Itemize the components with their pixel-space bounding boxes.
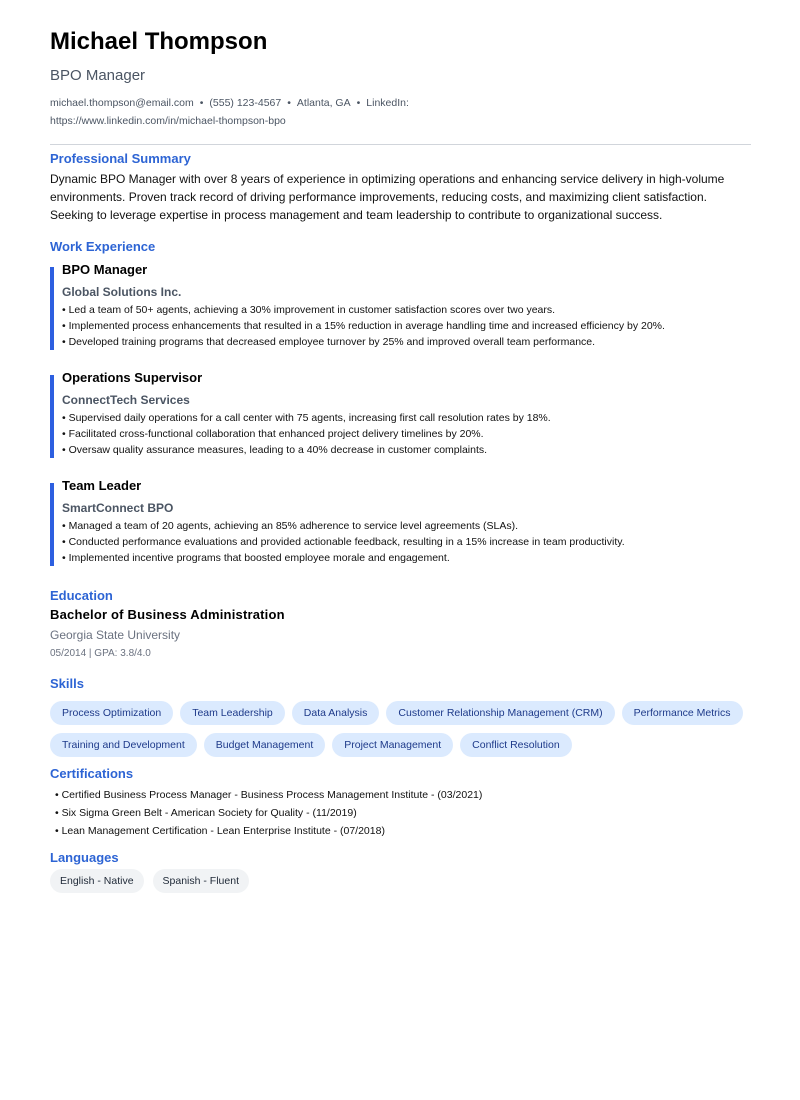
summary-section xyxy=(50,150,750,224)
job-title: BPO Manager xyxy=(62,262,148,277)
header-divider xyxy=(50,144,751,145)
skill-chip: Project Management xyxy=(332,733,453,757)
job-company: SmartConnect BPO xyxy=(62,501,174,515)
job-bullet: • Oversaw quality assurance measures, leading to a 40% decrease in customer complaints. xyxy=(62,444,488,456)
certification-item: • Certified Business Process Manager - Business Process Management Institute - (03/2021) xyxy=(55,789,483,801)
skill-chip: Training and Development xyxy=(50,733,197,757)
skill-chip: Team Leadership xyxy=(180,701,285,725)
job-title: Operations Supervisor xyxy=(62,370,203,385)
skill-chip: Budget Management xyxy=(204,733,325,757)
section-heading-summary: Professional Summary xyxy=(50,151,191,166)
job-bullet: • Developed training programs that decreased employee turnover by 25% and improved overall team performance. xyxy=(62,336,596,348)
contact-separator: • xyxy=(356,97,361,109)
contact-separator: • xyxy=(199,97,204,109)
job-bullet: • Conducted performance evaluations and provided actionable feedback, resulting in a 15% increase in team productivity. xyxy=(62,536,625,548)
job-entry xyxy=(50,262,750,350)
skill-chip: Conflict Resolution xyxy=(460,733,572,757)
job-bullets xyxy=(62,518,750,566)
certification-item: • Six Sigma Green Belt - American Society for Quality - (11/2019) xyxy=(55,807,357,819)
phone-text: (555) 123-4567 xyxy=(209,97,282,109)
language-chip: Spanish - Fluent xyxy=(153,869,249,893)
job-bullet: • Implemented process enhancements that resulted in a 15% reduction in average handling time and increased efficiency by 20%. xyxy=(62,320,665,332)
skills-section xyxy=(50,675,750,757)
certification-item: • Lean Management Certification - Lean Enterprise Institute - (07/2018) xyxy=(55,825,385,837)
job-accent-bar xyxy=(50,375,54,458)
languages-section xyxy=(50,849,750,893)
job-entry xyxy=(50,478,750,566)
job-bullets xyxy=(62,302,750,350)
job-bullets xyxy=(62,410,750,458)
skill-chip: Process Optimization xyxy=(50,701,173,725)
job-accent-bar xyxy=(50,267,54,350)
job-bullet: • Facilitated cross-functional collaboration that enhanced project delivery timelines by 20%. xyxy=(62,428,484,440)
job-bullet: • Implemented incentive programs that boosted employee morale and engagement. xyxy=(62,552,450,564)
job-entry xyxy=(50,370,750,458)
job-bullet: • Led a team of 50+ agents, achieving a 30% improvement in customer satisfaction scores over two years. xyxy=(62,304,556,316)
contact-separator: • xyxy=(287,97,291,109)
education-degree: Bachelor of Business Administration xyxy=(50,607,285,622)
contact-info xyxy=(50,94,450,130)
skill-chip: Customer Relationship Management (CRM) xyxy=(386,701,614,725)
education-section xyxy=(50,587,750,661)
job-company: Global Solutions Inc. xyxy=(62,285,182,299)
skills-list xyxy=(50,701,760,757)
education-meta: 05/2014 | GPA: 3.8/4.0 xyxy=(50,648,151,659)
language-chip: English - Native xyxy=(50,869,144,893)
resume-header xyxy=(50,28,750,145)
job-title: Team Leader xyxy=(62,478,142,493)
section-heading-education: Education xyxy=(50,588,113,603)
job-bullet: • Supervised daily operations for a call center with 75 agents, increasing first call resolution rates by 18%. xyxy=(62,412,551,424)
location-text: Atlanta, GA xyxy=(296,97,351,109)
section-heading-skills: Skills xyxy=(50,676,84,691)
email-link[interactable]: michael.thompson@email.com xyxy=(50,97,194,109)
candidate-name: Michael Thompson xyxy=(50,28,268,55)
section-heading-certifications: Certifications xyxy=(50,766,134,781)
job-company: ConnectTech Services xyxy=(62,393,190,407)
linkedin-label: LinkedIn: xyxy=(366,97,409,109)
skill-chip: Data Analysis xyxy=(292,701,380,725)
summary-text: Dynamic BPO Manager with over 8 years of experience in optimizing operations and enhancing service delivery in high-volume environments. Proven track record of driving performance improvements, reducing costs, and maximizing client satisfaction. Seeking to leverage expertise in process management and team leadership to contribute to organizational success. xyxy=(50,172,725,222)
languages-list xyxy=(50,869,760,893)
certifications-section xyxy=(50,765,750,840)
certifications-list xyxy=(50,786,750,840)
linkedin-link[interactable]: https://www.linkedin.com/in/michael-thompson-bpo xyxy=(50,115,286,127)
education-school: Georgia State University xyxy=(50,628,181,642)
job-bullet: • Managed a team of 20 agents, achieving an 85% adherence to service level agreements (SLAs). xyxy=(62,520,519,532)
candidate-title: BPO Manager xyxy=(50,67,146,84)
experience-section xyxy=(50,238,750,566)
section-heading-languages: Languages xyxy=(50,850,119,865)
job-accent-bar xyxy=(50,483,54,566)
section-heading-experience: Work Experience xyxy=(50,239,156,254)
skill-chip: Performance Metrics xyxy=(622,701,743,725)
